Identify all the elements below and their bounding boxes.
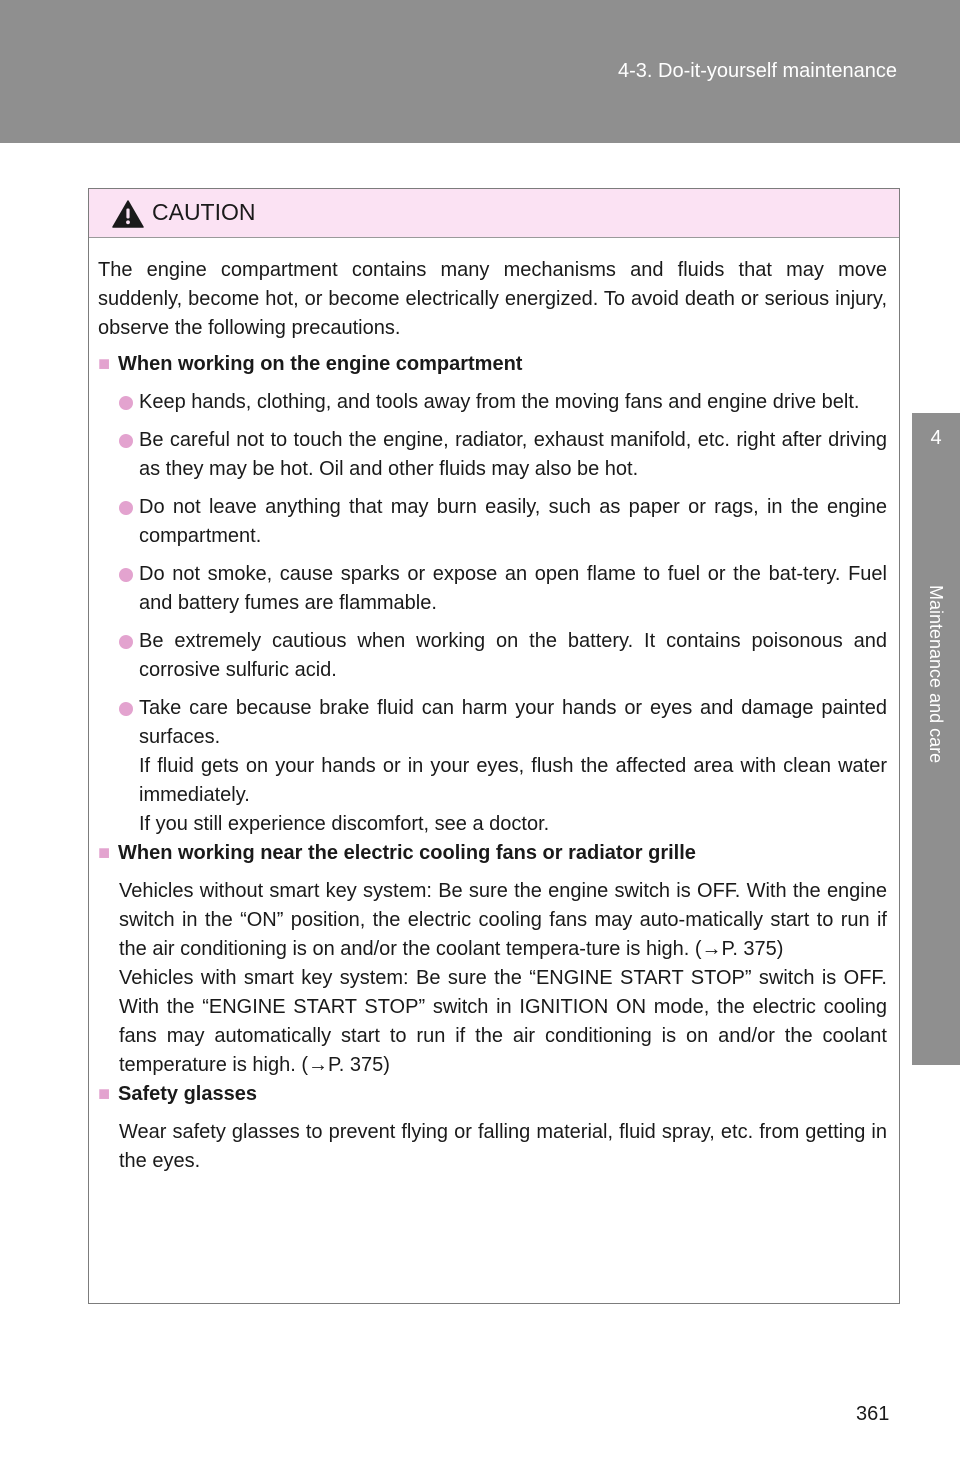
square-marker-icon: ■ bbox=[98, 1083, 111, 1105]
page-header bbox=[0, 0, 960, 143]
caution-box bbox=[88, 188, 900, 1304]
section-title: 4-3. Do-it-yourself maintenance bbox=[617, 60, 897, 82]
warning-triangle-icon bbox=[112, 200, 144, 228]
bullet-text: Take care because brake fluid can harm your hands or eyes and damage painted surfaces. bbox=[139, 697, 887, 748]
heading-text: When working near the electric cooling fans or radiator grille bbox=[118, 842, 696, 864]
body-paragraph: Wear safety glasses to prevent flying or falling material, fluid spray, etc. from getting in the eyes. bbox=[119, 1121, 887, 1172]
body-paragraph: Vehicles with smart key system: Be sure the “ENGINE START STOP” switch is OFF. With the “ENGINE START STOP” switch in IGNITION ON mode, the electric cooling fans may automatically start to run if the air conditioning is on and/or the coolant temperature is high. (→P. 375) bbox=[119, 967, 887, 1076]
chapter-number: 4 bbox=[930, 427, 942, 449]
section-heading bbox=[98, 350, 887, 379]
bullet-dot-icon bbox=[119, 635, 133, 649]
intro-paragraph: The engine compartment contains many mechanisms and fluids that may move suddenly, become hot, or become electrically energized. To avoid death or serious injury, observe the following precautions. bbox=[98, 259, 887, 339]
bullet-dot-icon bbox=[119, 702, 133, 716]
section-heading bbox=[98, 839, 887, 868]
heading-text: Safety glasses bbox=[118, 1083, 257, 1105]
bullet-item bbox=[98, 388, 887, 417]
bullet-continuation: If fluid gets on your hands or in your eyes, flush the affected area with clean water immediately. bbox=[139, 755, 887, 806]
bullet-item bbox=[98, 627, 887, 685]
page-number: 361 bbox=[856, 1403, 890, 1425]
caution-content bbox=[89, 238, 899, 1176]
square-marker-icon: ■ bbox=[98, 842, 111, 864]
bullet-dot-icon bbox=[119, 434, 133, 448]
section-heading bbox=[98, 1080, 887, 1109]
bullet-item bbox=[98, 426, 887, 484]
chapter-title: Maintenance and care bbox=[926, 585, 946, 764]
square-marker-icon: ■ bbox=[98, 353, 111, 375]
body-paragraph: Vehicles without smart key system: Be sure the engine switch is OFF. With the engine switch in the “ON” position, the electric cooling fans may auto-matically start to run if the air conditioning is on and/or the coolant tempera-ture is high. (→P. 375) bbox=[119, 880, 887, 960]
bullet-text: Do not leave anything that may burn easily, such as paper or rags, in the engine compartment. bbox=[139, 496, 887, 547]
bullet-dot-icon bbox=[119, 568, 133, 582]
chapter-tab bbox=[912, 413, 960, 1065]
heading-text: When working on the engine compartment bbox=[118, 353, 523, 375]
bullet-item bbox=[98, 560, 887, 618]
bullet-item bbox=[98, 493, 887, 551]
bullet-text: Be careful not to touch the engine, radiator, exhaust manifold, etc. right after driving as they may be hot. Oil and other fluids may also be hot. bbox=[139, 429, 887, 480]
bullet-text: Do not smoke, cause sparks or expose an open flame to fuel or the bat-tery. Fuel and battery fumes are flammable. bbox=[139, 563, 887, 614]
caution-label: CAUTION bbox=[152, 199, 256, 225]
bullet-item bbox=[98, 694, 887, 752]
bullet-continuation: If you still experience discomfort, see a doctor. bbox=[139, 813, 550, 835]
caution-header bbox=[89, 189, 899, 238]
bullet-text: Keep hands, clothing, and tools away from the moving fans and engine drive belt. bbox=[139, 391, 860, 413]
bullet-dot-icon bbox=[119, 396, 133, 410]
bullet-text: Be extremely cautious when working on the battery. It contains poisonous and corrosive sulfuric acid. bbox=[139, 630, 887, 681]
bullet-dot-icon bbox=[119, 501, 133, 515]
